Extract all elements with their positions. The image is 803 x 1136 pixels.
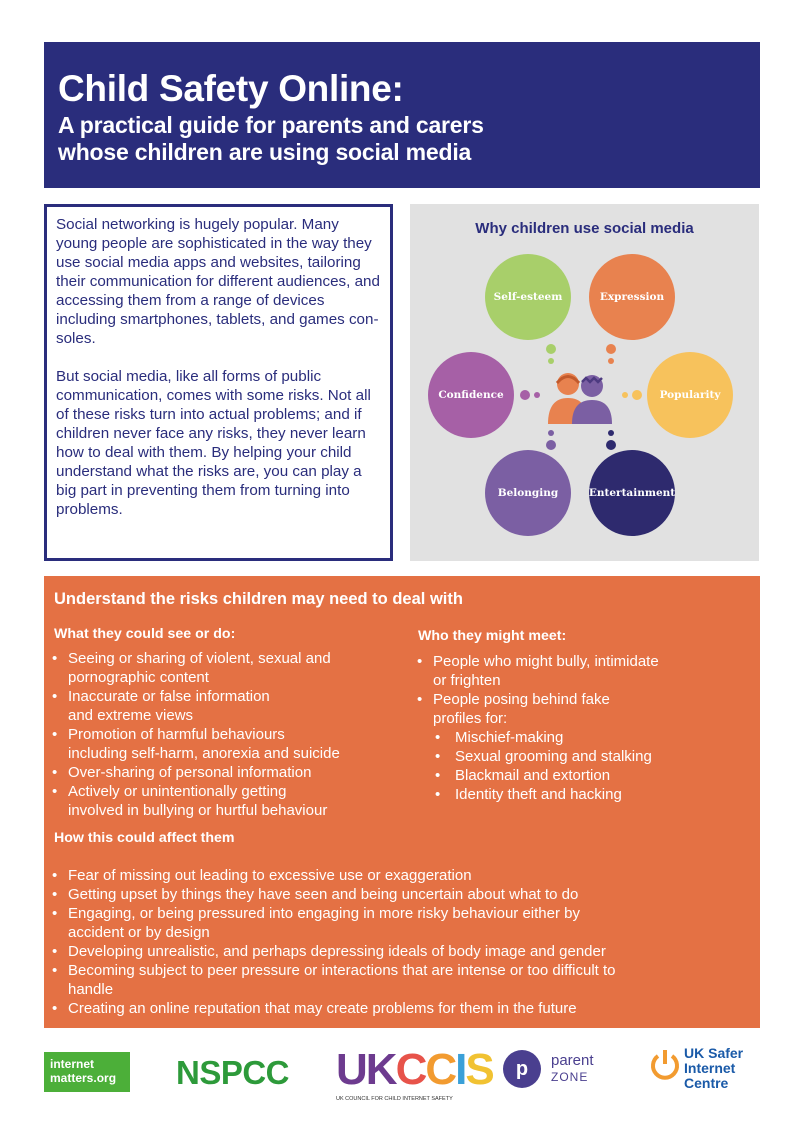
see-title: What they could see or do: (54, 626, 236, 642)
intro-paragraph-1: Social networking is hugely popular. Many young people are sophisticated in the way they use social media apps and websites, tailoring their communication for different audiences, and accessing them from a range of devices including smartphones, tablets, and games con-soles. (56, 216, 380, 347)
page-title: Child Safety Online: (58, 68, 404, 109)
list-item: • People posing behind fake (409, 690, 749, 709)
list-item: accident or by design (68, 924, 210, 941)
thought-dot (546, 440, 556, 450)
list-item: handle (68, 981, 114, 998)
list-item: • People who might bully, intimidate (409, 652, 749, 671)
header-banner (44, 42, 760, 188)
thought-dot (608, 430, 614, 436)
thought-dot (546, 344, 556, 354)
reason-popularity (647, 352, 733, 438)
list-item: • Seeing or sharing of violent, sexual and (44, 649, 414, 668)
list-item: profiles for: (433, 710, 508, 727)
uk-safer-internet-centre-logo (650, 1046, 762, 1098)
logo-text: ZONE (551, 1070, 589, 1084)
list-item: • Identity theft and hacking (409, 785, 749, 804)
parent-zone-logo (503, 1050, 613, 1096)
parent-zone-icon: p (503, 1050, 541, 1088)
ukccis-tagline: UK COUNCIL FOR CHILD INTERNET SAFETY (336, 1096, 453, 1102)
thought-dot (632, 390, 642, 400)
ukccis-logo (336, 1045, 493, 1104)
nspcc-logo: NSPCC (176, 1054, 290, 1091)
reason-label: Expression (599, 291, 665, 303)
list-item: • Over-sharing of personal information (44, 763, 414, 782)
ukccis-letters: UKCCIS (336, 1045, 493, 1094)
risks-section (44, 576, 760, 1028)
thought-dot (520, 390, 530, 400)
thought-dot (608, 358, 614, 364)
list-item: • Actively or unintentionally getting (44, 782, 414, 801)
internet-matters-logo (44, 1052, 130, 1092)
logo-text (684, 1046, 743, 1091)
logo-text: matters.org (50, 1071, 117, 1085)
thought-dot (548, 430, 554, 436)
reason-confidence (428, 352, 514, 438)
partner-logos (0, 1040, 803, 1136)
thought-dot (622, 392, 628, 398)
list-item: pornographic content (68, 669, 209, 686)
list-item: and extreme views (68, 707, 194, 724)
reason-belonging (485, 450, 571, 536)
affect-list (44, 866, 754, 1018)
reason-label: Confidence (438, 389, 504, 401)
logo-text-line: Internet (684, 1060, 736, 1076)
list-item: • Getting upset by things they have seen and being uncertain about what to do (44, 885, 754, 904)
list-item: • Sexual grooming and stalking (409, 747, 749, 766)
reason-label: Self-esteem (493, 291, 563, 303)
list-item: including self-harm, anorexia and suicide (68, 745, 340, 762)
why-title: Why children use social media (475, 220, 694, 237)
list-item: • Mischief-making (409, 728, 749, 747)
list-item: • Engaging, or being pressured into engaging in more risky behaviour either by (44, 904, 754, 923)
see-list (44, 649, 414, 820)
risks-title: Understand the risks children may need to deal with (54, 590, 463, 608)
list-item: or frighten (433, 672, 501, 689)
reason-label: Entertainment (588, 487, 676, 499)
list-item: involved in bullying or hurtful behaviour (68, 802, 328, 819)
thought-dot (606, 440, 616, 450)
logo-text: internet (50, 1057, 95, 1071)
reason-label: Popularity (659, 389, 721, 401)
list-item: • Becoming subject to peer pressure or interactions that are intense or too difficult to (44, 961, 754, 980)
intro-box (44, 204, 393, 561)
intro-paragraph-2: But social media, like all forms of public communication, comes with some risks. Not all of these risks turn into actual problems; and if children never face any risks, they never learn how to deal with them. By helping your child understand what the risks are, you can play a big part in preventing them from turning into problems. (56, 368, 371, 518)
affect-title: How this could affect them (54, 830, 235, 846)
logo-text-line: Centre (684, 1075, 729, 1091)
power-icon (650, 1048, 680, 1082)
thought-dot (548, 358, 554, 364)
logo-text-line: UK Safer (684, 1045, 744, 1061)
reason-self-esteem (485, 254, 571, 340)
list-item: • Blackmail and extortion (409, 766, 749, 785)
meet-title: Who they might meet: (418, 628, 567, 644)
logo-text: parent (551, 1052, 594, 1069)
page-subtitle-line1: A practical guide for parents and carers (58, 112, 484, 138)
thought-dot (606, 344, 616, 354)
list-item: • Developing unrealistic, and perhaps depressing ideals of body image and gender (44, 942, 754, 961)
page-subtitle-line2: whose children are using social media (58, 139, 472, 165)
why-panel (410, 204, 759, 561)
reason-entertainment (589, 450, 675, 536)
meet-list (409, 652, 749, 804)
list-item: • Fear of missing out leading to excessive use or exaggeration (44, 866, 754, 885)
list-item: • Promotion of harmful behaviours (44, 725, 414, 744)
list-item: • Creating an online reputation that may create problems for them in the future (44, 999, 754, 1018)
reason-label: Belonging (497, 487, 559, 499)
reason-expression (589, 254, 675, 340)
children-icon (540, 368, 620, 424)
list-item: • Inaccurate or false information (44, 687, 414, 706)
